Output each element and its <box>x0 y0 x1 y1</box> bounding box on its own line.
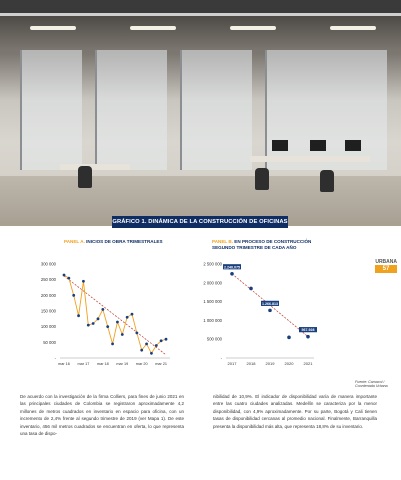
y-tick-label: - <box>220 355 222 361</box>
y-tick-label: 100 000 <box>40 324 56 330</box>
data-point <box>145 343 148 346</box>
y-tick-label: 2 500 000 <box>203 261 222 267</box>
data-point <box>101 308 104 311</box>
data-point <box>287 336 291 340</box>
data-point <box>87 324 90 327</box>
ceiling <box>0 16 401 50</box>
y-tick-label: 150 000 <box>40 308 56 314</box>
y-tick-label: 300 000 <box>40 261 56 267</box>
page-header-bar <box>0 0 401 13</box>
figure-title: GRÁFICO 1. DINÁMICA DE LA CONSTRUCCIÓN DE OFICINAS <box>112 216 288 228</box>
y-tick-label: 50 000 <box>43 339 56 345</box>
glass-partition <box>265 50 387 170</box>
section-label: URBANA <box>375 259 397 265</box>
monitor <box>272 140 288 151</box>
panel-a-title-text: INICIOS DE OBRA TRIMESTRALES <box>86 239 163 244</box>
y-tick-label: 200 000 <box>40 292 56 298</box>
office-chair <box>320 170 334 192</box>
data-label: 2.240.075 <box>224 265 240 270</box>
data-point <box>106 325 109 328</box>
data-point <box>72 294 75 297</box>
ceiling-light <box>330 26 376 30</box>
x-tick-label: mar 21 <box>155 362 168 366</box>
ceiling-light <box>230 26 276 30</box>
panel-a-chart <box>26 258 176 370</box>
y-tick-label: - <box>54 355 56 361</box>
x-tick-label: mar 17 <box>77 362 90 366</box>
data-point <box>67 277 70 280</box>
data-point <box>121 333 124 336</box>
x-tick-label: 2021 <box>303 361 313 366</box>
data-point <box>268 309 272 313</box>
y-tick-label: 1 500 000 <box>203 299 222 305</box>
data-point <box>111 343 114 346</box>
data-point <box>249 287 253 291</box>
body-column-2: nibilidad de 10,9%. El indicador de disponibilidad varía de manera importante entre las cuatro ciudades analizadas. Medellín se caracteriza por la menor disponibilidad, con 4,9% aproximadamente. Por su parte, Bogotá y Cali tienen tasas de disponibilidad cercanas al promedio nacional. Finalmente, Barranquilla presenta la disponibilidad más alta, que representa 18,8% de su inventario. <box>213 394 377 429</box>
data-point <box>82 280 85 283</box>
panel-b-tag: PANEL B. <box>212 239 234 244</box>
x-tick-label: 2019 <box>265 361 275 366</box>
data-point <box>155 344 158 347</box>
x-tick-label: 2020 <box>284 361 294 366</box>
y-tick-label: 2 000 000 <box>203 280 222 286</box>
data-point <box>92 322 95 325</box>
x-tick-label: 2017 <box>227 361 237 366</box>
data-point <box>97 317 100 320</box>
desk <box>60 164 130 170</box>
x-tick-label: mar 16 <box>58 362 70 366</box>
monitor <box>310 140 326 151</box>
data-point <box>63 274 66 277</box>
data-label: 1.266.813 <box>262 301 278 306</box>
data-point <box>160 339 163 342</box>
data-point <box>135 332 138 335</box>
data-label: 567.928 <box>301 328 315 333</box>
data-point <box>131 313 134 316</box>
panel-b-title-text: EN PROCESO DE CONSTRUCCIÓN SEGUNDO TRIMESTRE DE CADA AÑO <box>212 239 312 250</box>
panel-b-title <box>212 239 322 251</box>
monitor <box>345 140 361 151</box>
data-point <box>150 352 153 355</box>
y-tick-label: 500 000 <box>206 336 222 342</box>
y-tick-label: 1 000 000 <box>203 317 222 323</box>
ceiling-light <box>130 26 176 30</box>
panel-b-chart <box>188 258 318 370</box>
x-tick-label: 2018 <box>246 361 256 366</box>
ceiling-light <box>30 26 76 30</box>
glass-partition <box>180 50 252 170</box>
data-point <box>116 321 119 324</box>
x-tick-label: mar 20 <box>135 362 148 366</box>
glass-partition <box>95 50 167 170</box>
desk <box>250 156 370 162</box>
glass-partition <box>20 50 82 170</box>
series-line <box>64 275 166 353</box>
data-point <box>140 349 143 352</box>
x-tick-label: mar 18 <box>96 362 109 366</box>
office-chair <box>255 168 269 190</box>
page-number: 57 <box>375 265 397 273</box>
chart-source: Fuente: Camacol / Coordenada Urbana <box>355 380 388 388</box>
chart-card <box>22 228 378 378</box>
data-point <box>165 338 168 341</box>
office-chair <box>78 166 92 188</box>
data-point <box>306 335 310 339</box>
x-tick-label: mar 19 <box>116 362 129 366</box>
y-tick-label: 250 000 <box>40 277 56 283</box>
data-point <box>77 314 80 317</box>
panel-a-title <box>64 239 204 245</box>
panel-a-tag: PANEL A. <box>64 239 85 244</box>
body-column-1: De acuerdo con la investigación de la firma Colliers, para fines de junio 2021 en las principales ciudades de Colombia se registraron aproximadamente 4,2 millones de metros cuadrados en inventario en espacio para oficina, con un incremento de 2,4% frente al segundo trimestre de 2019 (ver Mapa 1). De este inventario, 456 mil metros cuadrados se encuentran en oferta, lo que representa una tasa de dispo- <box>20 394 184 437</box>
office-photo <box>0 16 401 226</box>
data-point <box>230 272 234 276</box>
data-point <box>126 316 129 319</box>
